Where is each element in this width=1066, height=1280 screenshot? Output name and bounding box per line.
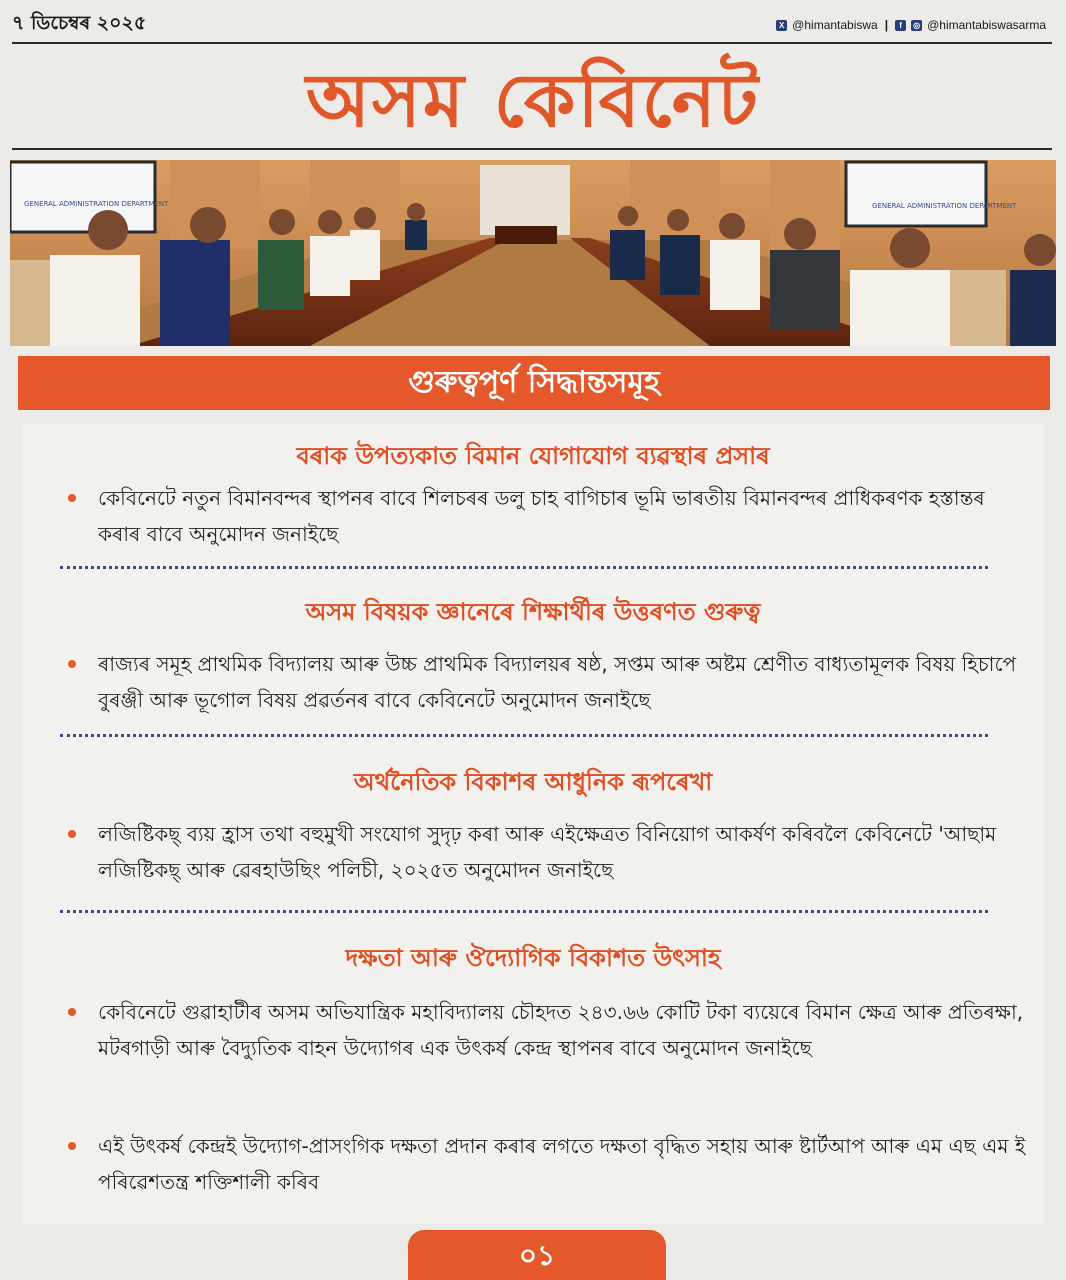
section-2-bullet-1 bbox=[68, 646, 1028, 718]
cabinet-meeting-photo bbox=[10, 160, 1056, 346]
bullet-text: লজিষ্টিকছ্ ব্যয় হ্ৰাস তথা বহুমুখী সংযোগ সুদৃঢ় কৰা আৰু এইক্ষেত্ৰত বিনিয়োগ আকৰ্ষণ কৰিবলৈ কেবিনেটে 'আছাম লজিষ্টিকছ্ আৰু ৱেৰহাউছিং পলিচী, ২০২৫ত অনুমোদন জনাইছে bbox=[98, 822, 997, 882]
left-screen-text: GENERAL ADMINISTRATION DEPARTMENT bbox=[24, 200, 169, 208]
date-label: ৭ ডিচেম্বৰ ২০২৫ bbox=[12, 12, 147, 34]
page-title: অসম কেবিনেট bbox=[305, 58, 761, 144]
top-rule bbox=[12, 42, 1052, 44]
bullet-dot-icon bbox=[68, 1008, 76, 1016]
key-decisions-banner: গুৰুত্বপূৰ্ণ সিদ্ধান্তসমূহ bbox=[18, 356, 1050, 410]
bullet-dot-icon bbox=[68, 494, 76, 502]
section-title-2: অসম বিষয়ক জ্ঞানেৰে শিক্ষাৰ্থীৰ উত্তৰণত গুৰুত্ব bbox=[305, 598, 761, 626]
section-4-bullet-1 bbox=[68, 994, 1028, 1066]
facebook-icon: f bbox=[895, 20, 906, 31]
section-title-3: অৰ্থনৈতিক বিকাশৰ আধুনিক ৰূপৰেখা bbox=[353, 768, 713, 796]
section-title-1: বৰাক উপত্যকাত বিমান যোগাযোগ ব্যৱস্থাৰ প্ৰসাৰ bbox=[296, 442, 770, 470]
meeting-illustration bbox=[10, 160, 1056, 346]
fb-handle: @himantabiswasarma bbox=[927, 18, 1046, 32]
x-handle: @himantabiswa bbox=[792, 18, 878, 32]
bullet-text: ৰাজ্যৰ সমূহ প্ৰাথমিক বিদ্যালয় আৰু উচ্চ প্ৰাথমিক বিদ্যালয়ৰ ষষ্ঠ, সপ্তম আৰু অষ্টম শ্ৰেণীত বাধ্যতামূলক বিষয় হিচাপে বুৰঞ্জী আৰু ভূগোল বিষয় প্ৰৱৰ্তনৰ বাবে কেবিনেটে অনুমোদন জনাইছে bbox=[98, 652, 1017, 712]
page-number: ০১ bbox=[408, 1230, 666, 1280]
section-1-bullet-1 bbox=[68, 480, 1028, 552]
decisions-card bbox=[22, 424, 1044, 1224]
title-rule bbox=[12, 148, 1052, 150]
x-icon: X bbox=[776, 20, 787, 31]
section-divider bbox=[60, 910, 988, 913]
separator: | bbox=[884, 18, 889, 32]
right-screen-text: GENERAL ADMINISTRATION DEPARTMENT bbox=[872, 202, 1017, 210]
section-divider bbox=[60, 734, 988, 737]
bullet-dot-icon bbox=[68, 1142, 76, 1150]
bullet-text: কেবিনেটে গুৱাহাটীৰ অসম অভিযান্ত্ৰিক মহাবিদ্যালয় চৌহদত ২৪৩.৬৬ কোটি টকা ব্যয়েৰে বিমান ক্ষেত্ৰ আৰু প্ৰতিৰক্ষা, মটৰগাড়ী আৰু বৈদ্যুতিক বাহন উদ্যোগৰ এক উৎকৰ্ষ কেন্দ্ৰ স্থাপনৰ বাবে অনুমোদন জনাইছে bbox=[98, 1000, 1024, 1060]
bullet-dot-icon bbox=[68, 830, 76, 838]
section-title-4: দক্ষতা আৰু ঔদ্যোগিক বিকাশত উৎসাহ bbox=[345, 944, 721, 972]
section-4-bullet-2 bbox=[68, 1128, 1028, 1200]
instagram-icon: ◎ bbox=[911, 20, 922, 31]
section-divider bbox=[60, 566, 988, 569]
bullet-text: কেবিনেটে নতুন বিমানবন্দৰ স্থাপনৰ বাবে শিলচৰৰ ডলু চাহ বাগিচাৰ ভূমি ভাৰতীয় বিমানবন্দৰ প্ৰাধিকৰণক হস্তান্তৰ কৰাৰ বাবে অনুমোদন জনাইছে bbox=[98, 486, 985, 546]
bullet-text: এই উৎকৰ্ষ কেন্দ্ৰই উদ্যোগ-প্ৰাসংগিক দক্ষতা প্ৰদান কৰাৰ লগতে দক্ষতা বৃদ্ধিত সহায় আৰু ষ্টাৰ্টআপ আৰু এম এছ এম ই পৰিৱেশতন্ত্ৰ শক্তিশালী কৰিব bbox=[98, 1134, 1026, 1194]
top-bar bbox=[12, 10, 1046, 40]
bullet-dot-icon bbox=[68, 660, 76, 668]
section-3-bullet-1 bbox=[68, 816, 1028, 888]
social-handles bbox=[776, 18, 1046, 32]
